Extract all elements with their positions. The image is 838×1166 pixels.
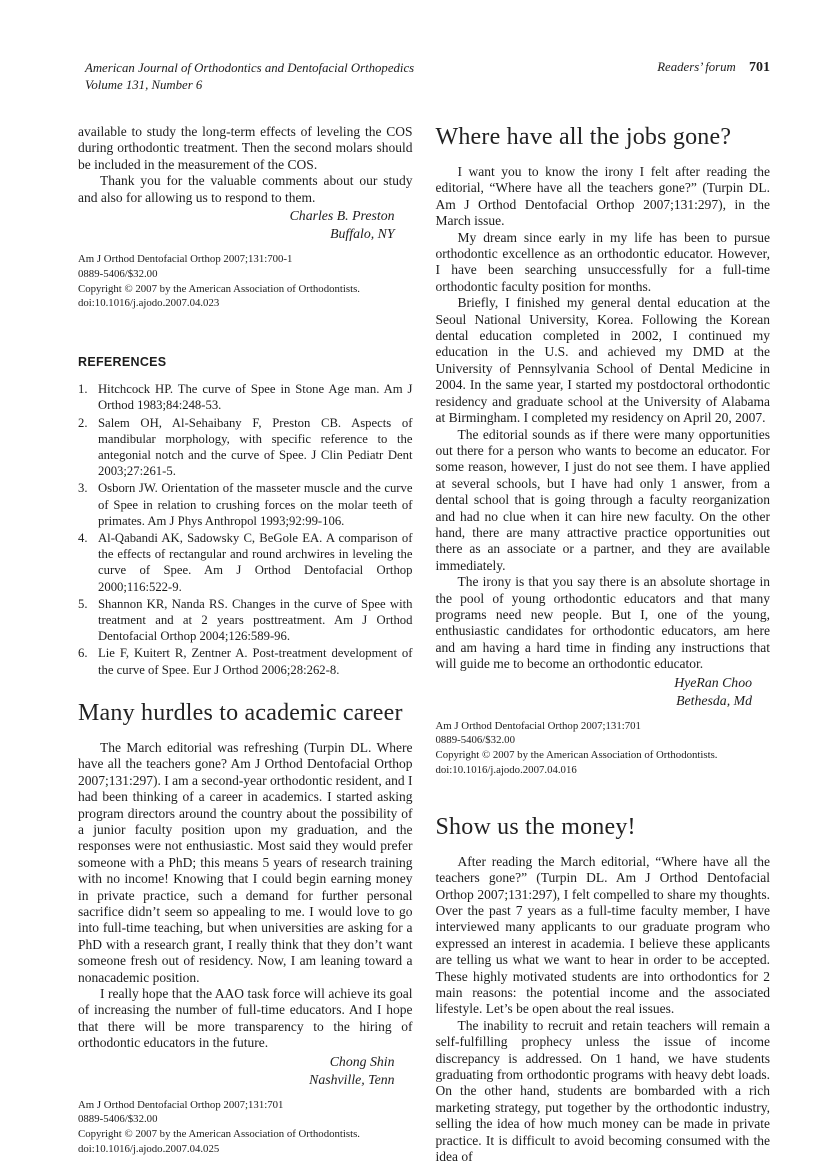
signature-block xyxy=(78,1053,395,1089)
letter-show-money xyxy=(436,814,771,1166)
letter-jobs-gone xyxy=(436,124,771,778)
footnote-line: 0889-5406/$32.00 xyxy=(78,267,158,280)
reference-item xyxy=(78,645,413,677)
footnote-line: doi:10.1016/j.ajodo.2007.04.016 xyxy=(435,763,577,776)
reference-item xyxy=(78,381,413,413)
reference-number: 3. xyxy=(78,481,88,496)
footnote-line: Am J Orthod Dentofacial Orthop 2007;131:701 xyxy=(78,1098,284,1111)
signature-name: Charles B. Preston xyxy=(289,208,395,224)
reference-number: 1. xyxy=(78,382,88,397)
footnote-line: Am J Orthod Dentofacial Orthop 2007;131:701 xyxy=(435,719,641,732)
footnote-line: Copyright © 2007 by the American Association of Orthodontists. xyxy=(78,282,360,295)
signature-block xyxy=(78,207,395,243)
reference-item xyxy=(78,596,413,645)
reference-item xyxy=(78,530,413,595)
two-column-body xyxy=(78,124,770,1166)
reference-text: Salem OH, Al-Sehaibany F, Preston CB. Aspects of mandibular morphology, with specific reference to the antegonial notch and the curve of Spee. J Clin Pediatr Dent 2003;27:261-5. xyxy=(98,415,413,479)
reference-text: Hitchcock HP. The curve of Spee in Stone Age man. Am J Orthod 1983;84:248-53. xyxy=(98,382,413,413)
paragraph: The March editorial was refreshing (Turpin DL. Where have all the teachers gone? Am J Orthod Dentofacial Orthop 2007;131:297). I am a second-year orthodontic resident, and I had been thinking of a career in academics. I started asking program directors around the country about the possibility of a junior faculty position upon my graduation, and the responses were not enthusiastic. Most said they would prefer someone with a PhD; this means 5 years of research training with no income! Knowing that I could begin earning money in private practice, such a demand for further personal sacrifice didn’t seem so appealing to me. I would love to go into full-time teaching, but when universities are asking for a PhD with a research grant, I really think that they don’t want someone fresh out of residency. Now, I am leaning toward a nonacademic position. xyxy=(78,739,413,985)
references-heading: REFERENCES xyxy=(78,355,167,370)
paragraph: The inability to recruit and retain teachers will remain a self-fulfilling prophecy unless the issue of income discrepancy is addressed. On 1 hand, we have students graduating from orthodontic programs with heavy debt loads. On the other hand, students are bombarded with a rich marketing strategy, put together by the orthodontic industry, selling the idea of how much money can be made in private practice. It is difficult to avoid becoming consumed with the idea of xyxy=(435,1017,770,1165)
reference-text: Shannon KR, Nanda RS. Changes in the curve of Spee with treatment and at 2 years posttreatment. Am J Orthod Dentofacial Orthop 2004;126:589-96. xyxy=(98,596,413,644)
section-and-page xyxy=(657,60,770,76)
journal-title: American Journal of Orthodontics and Dentofacial Orthopedics xyxy=(85,61,415,75)
signature-location: Bethesda, Md xyxy=(676,692,752,708)
footnote-line: Copyright © 2007 by the American Association of Orthodontists. xyxy=(435,749,718,762)
paragraph: Thank you for the valuable comments about our study and also for allowing us to respond to them. xyxy=(78,173,413,205)
paragraph: After reading the March editorial, “Where have all the teachers gone?” (Turpin DL. Am J Orthod Dentofacial Orthop 2007;131:297), I felt compelled to share my thoughts. Over the past 7 years as a full-time faculty member, I have interviewed many applicants to our graduate program who expressed an interest in academia. I believe these applicants are telling us what we want to hear in order to be accepted. These highly motivated students are into orthodontics for 2 main reasons: the potential income and the associated lifestyle. Let’s be open about the real issues. xyxy=(435,853,770,1017)
reference-item xyxy=(78,480,413,529)
signature-name: Chong Shin xyxy=(329,1053,395,1069)
paragraph: I really hope that the AAO task force will achieve its goal of increasing the number of full-time educators. And I hope that there will be more transparency to the hiring of orthodontic educators in the future. xyxy=(78,985,413,1051)
footnote-line: doi:10.1016/j.ajodo.2007.04.025 xyxy=(78,1142,220,1155)
letter-title: Where have all the jobs gone? xyxy=(435,124,732,150)
paragraph: The irony is that you say there is an absolute shortage in the pool of young orthodontic educators and that many programs need new people. But I, one of the young, enthusiastic candidates for orthodontic educators, am here and am having a hard time in finding any instructions that will guide me to become an orthodontic educator. xyxy=(435,574,770,672)
paragraph: My dream since early in my life has been to pursue orthodontic excellence as an orthodontic educator. However, I have been searching unsuccessfully for a full-time orthodontic faculty position for months. xyxy=(435,229,770,294)
signature-location: Buffalo, NY xyxy=(330,226,395,242)
letter-title: Many hurdles to academic career xyxy=(78,699,403,726)
reference-item xyxy=(78,415,413,480)
signature-block xyxy=(436,674,753,710)
right-column xyxy=(436,124,771,1166)
signature-name: HyeRan Choo xyxy=(674,674,752,690)
citation-footnote xyxy=(78,252,413,311)
section-name: Readers’ forum xyxy=(657,60,736,74)
journal-identification xyxy=(85,60,414,94)
left-column xyxy=(78,124,413,1166)
letter-many-hurdles xyxy=(78,700,413,1157)
reference-text: Lie F, Kuitert R, Zentner A. Post-treatment development of the curve of Spee. Eur J Orthod 2006;28:262-8. xyxy=(98,646,413,677)
paragraph: available to study the long-term effects of leveling the COS during orthodontic treatment. Then the second molars should be included in the measurement of the COS. xyxy=(78,124,413,172)
footnote-line: 0889-5406/$32.00 xyxy=(78,1113,158,1126)
paragraph: Briefly, I finished my general dental education at the Seoul National University, Korea. Following the Korean dental education completed in 2002, I continued my education in the U.S. and achieved my DMD at the University of Pennsylvania School of Dental Medicine in 2004. In the same year, I started my postdoctoral orthodontic residency and graduate school at the University of Alabama at Birmingham. I completed my residency on April 20, 2007. xyxy=(435,295,770,426)
reference-number: 2. xyxy=(78,415,88,430)
footnote-line: Copyright © 2007 by the American Association of Orthodontists. xyxy=(78,1128,360,1141)
page-number: 701 xyxy=(749,60,770,75)
running-head xyxy=(78,60,770,94)
signature-location: Nashville, Tenn xyxy=(309,1071,395,1087)
letter-continuation xyxy=(78,124,413,311)
reference-number: 5. xyxy=(78,596,88,611)
reference-number: 6. xyxy=(78,646,88,661)
citation-footnote xyxy=(436,719,771,778)
citation-footnote xyxy=(78,1098,413,1157)
footnote-line: 0889-5406/$32.00 xyxy=(435,734,515,747)
volume-line: Volume 131, Number 6 xyxy=(85,78,203,92)
reference-text: Al-Qabandi AK, Sadowsky C, BeGole EA. A comparison of the effects of rectangular and round archwires in leveling the curve of Spee. Am J Orthod Dentofacial Orthop 2000;116:522-9. xyxy=(98,531,413,594)
paragraph: I want you to know the irony I felt after reading the editorial, “Where have all the teachers gone?” (Turpin DL. Am J Orthod Dentofacial Orthop 2007;131:297), in the March issue. xyxy=(435,164,770,229)
paragraph: The editorial sounds as if there were many opportunities out there for a person who wants to become an educator. For some reason, however, I just do not see them. I have applied at several schools, but I have had only 1 answer, from a dental school that is going through a faculty reorganization and had no clue when it can hire new faculty. On the other hand, there are many attractive practice opportunities out there as an associate or a partner, and they are available immediately. xyxy=(435,426,770,573)
letter-title: Show us the money! xyxy=(435,813,636,840)
reference-text: Osborn JW. Orientation of the masseter muscle and the curve of Spee in relation to crushing forces on the molar teeth of primates. Am J Phys Anthropol 1993;92:99-106. xyxy=(98,481,413,528)
references-section xyxy=(78,355,413,678)
reference-number: 4. xyxy=(78,531,88,546)
footnote-line: Am J Orthod Dentofacial Orthop 2007;131:700-1 xyxy=(78,253,293,266)
footnote-line: doi:10.1016/j.ajodo.2007.04.023 xyxy=(78,297,220,310)
